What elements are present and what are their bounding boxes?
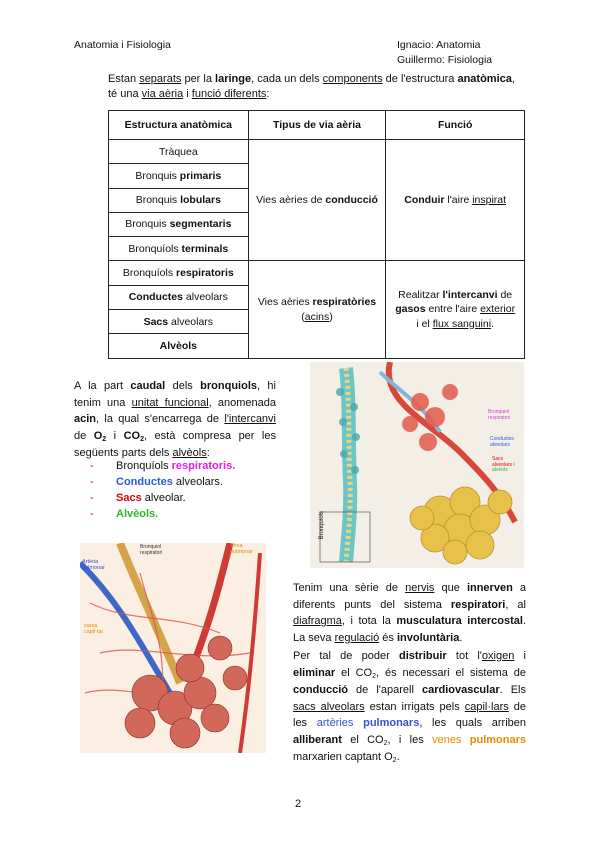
cardiovascular-paragraph: Per tal de poder distribuir tot l'oxigen i eliminar el $CO_2$, és necessari el sistema de conducció de l'aparell cardiovascular. Els sacs alveolars estan irrigats pels capil·lars de les artèries pulmonars, les quals arriben alliberant el $CO_2$, i les venes pulmonars marxarien captant $O_2$. <box>293 650 526 764</box>
table-cell-respiratory-function: Realitzar l'intercanvi de gasos entre l'aire exterior i el flux sanguini. <box>386 261 525 358</box>
figure-label-pulmonary-artery: Artèria pulmonar <box>82 559 105 572</box>
page-number: 2 <box>295 798 302 810</box>
table-cell-structure: Conductes alveolars <box>109 285 249 309</box>
table-cell-conduction-function: Conduir l'aire inspirat <box>386 140 525 261</box>
table-cell-structure: Bronquis lobulars <box>109 188 249 212</box>
airway-table <box>108 110 525 359</box>
list-item: - Sacs alveolar. <box>90 491 235 507</box>
table-header-function: Funció <box>386 111 525 140</box>
header-right-line1: Ignacio: Anatomia <box>397 39 481 51</box>
table-header-type: Tipus de via aèria <box>248 111 386 140</box>
table-cell-respiratory-type: Vies aèries respiratòries (acins) <box>248 261 386 358</box>
list-item: - Alvèols. <box>90 507 235 523</box>
nerves-paragraph: Tenim una sèrie de nervis que innerven a diferents punts del sistema respiratori, al diafragma, i tota la musculatura intercostal. La seva regulació és involuntària. <box>293 582 527 644</box>
table-cell-structure: Alvèols <box>109 334 249 358</box>
table-cell-structure: Bronquíols respiratoris <box>109 261 249 285</box>
bronchiole-acinus-figure <box>310 362 524 568</box>
table-cell-structure: Bronquis primaris <box>109 164 249 188</box>
figure-label-alveolar-ducts: Conductes alveolars <box>490 436 514 448</box>
list-item: - Bronquíols respiratoris. <box>90 459 235 475</box>
list-item: - Conductes alveolars. <box>90 475 235 491</box>
table-cell-structure: Sacs alveolars <box>109 310 249 334</box>
figure-label-bronchiole: Bronquiol respiratori <box>140 544 163 556</box>
figure-label-sacs: Sacs alveolars i alvèols <box>492 456 515 473</box>
figure-label-pulmonary-vein: Vena pulmonar <box>230 543 253 556</box>
table-cell-structure: Bronquis segmentaris <box>109 212 249 236</box>
header-right-line2: Guillermo: Fisiologia <box>397 54 493 66</box>
intro-paragraph: Estan separats per la laringe, cada un dels components de l'estructura anatòmica, té una via aèria i funció diferents: <box>108 73 515 100</box>
alveoli-parts-list <box>90 459 235 523</box>
header-left: Anatomia i Fisiologia <box>74 39 171 51</box>
table-header-structure: Estructura anatòmica <box>109 111 249 140</box>
figure-label-respiratory-bronchiole: Bronquiol respiratori <box>488 409 511 421</box>
table-cell-structure: Bronquíols terminals <box>109 237 249 261</box>
acin-paragraph: A la part caudal dels bronquiols, hi tenim una unitat funcional, anomenada acin, la qual s'encarrega de l'intercanvi de $O_2$ i $CO_2$, està compresa per les següents parts dels alvèols: <box>74 380 277 459</box>
figure-label-bronquiols: Bronquiols <box>318 511 325 540</box>
table-cell-structure: Tràquea <box>109 140 249 164</box>
capillary-network-illustration <box>80 543 266 753</box>
capillary-network-figure <box>80 543 266 753</box>
figure-label-capillary-network: xarxa capil·lar <box>84 623 104 636</box>
table-cell-conduction-type: Vies aèries de conducció <box>248 140 386 261</box>
